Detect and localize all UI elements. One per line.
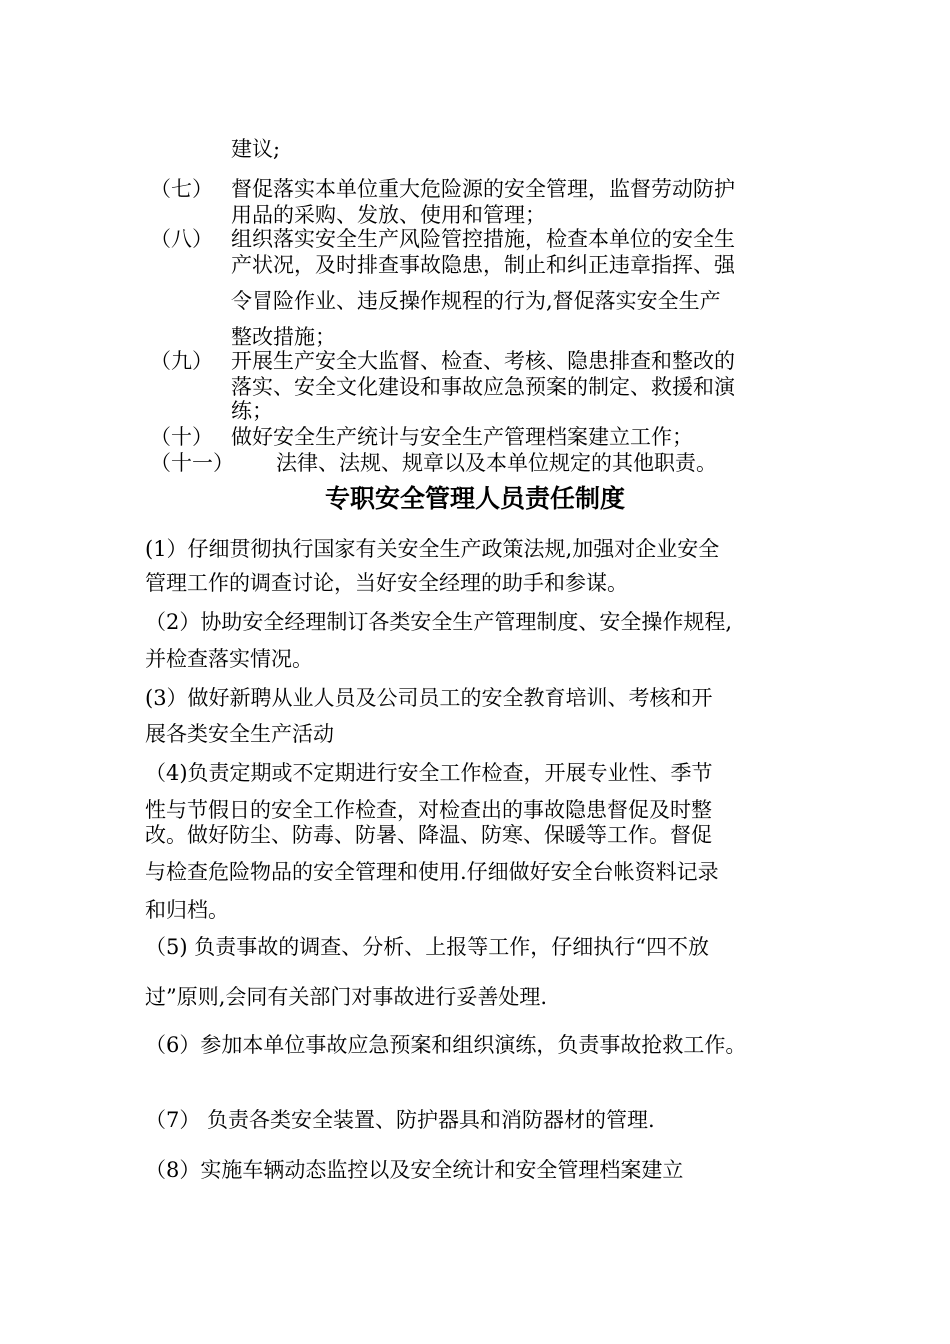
duty-item-line: 法律、法规、规章以及本单位规定的其他职责。 <box>276 451 717 475</box>
paragraph-line: (3）做好新聘从业人员及公司员工的安全教育培训、考核和开 <box>145 686 713 710</box>
duty-item-line: 产状况，及时排查事故隐患，制止和纠正违章指挥、强 <box>231 253 735 277</box>
duty-item-number: （八） <box>150 227 213 251</box>
paragraph-line: 与检查危险物品的安全管理和使用.仔细做好安全台帐资料记录 <box>145 860 719 884</box>
section-title: 专职安全管理人员责任制度 <box>324 484 625 513</box>
paragraph-line: 管理工作的调查讨论，当好安全经理的助手和参谋。 <box>145 571 628 595</box>
paragraph-line: （4)负责定期或不定期进行安全工作检查，开展专业性、季节 <box>145 761 713 785</box>
duty-item-line: 用品的采购、发放、使用和管理； <box>231 203 546 227</box>
paragraph-line: 展各类安全生产活动 <box>145 722 334 746</box>
duty-item-number: （九） <box>150 349 213 373</box>
paragraph-line: 改。做好防尘、防毒、防暑、降温、防寒、保暖等工作。督促 <box>145 823 712 847</box>
duty-item-number: （七） <box>150 177 213 201</box>
intro-tail-text: 建议; <box>231 137 281 161</box>
paragraph-line: 和归档。 <box>145 898 229 922</box>
paragraph-line: （8）实施车辆动态监控以及安全统计和安全管理档案建立 <box>145 1158 684 1182</box>
paragraph-line: （6）参加本单位事故应急预案和组织演练，负责事故抢救工作。 <box>145 1033 747 1057</box>
paragraph-line: 过”原则,会同有关部门对事故进行妥善处理. <box>145 985 548 1009</box>
paragraph-line: (1）仔细贯彻执行国家有关安全生产政策法规,加强对企业安全 <box>145 537 720 561</box>
paragraph-line: （2）协助安全经理制订各类安全生产管理制度、安全操作规程, <box>145 610 733 634</box>
duty-item-line: 组织落实安全生产风险管控措施，检查本单位的安全生 <box>231 227 735 251</box>
duty-item-line: 整改措施； <box>231 325 336 349</box>
paragraph-line: 并检查落实情况。 <box>145 647 313 671</box>
duty-item-number: （十） <box>150 425 213 449</box>
duty-item-line: 做好安全生产统计与安全生产管理档案建立工作； <box>231 425 693 449</box>
duty-item-number: （十一） <box>150 451 234 475</box>
duty-item-line: 开展生产安全大监督、检查、考核、隐患排查和整改的 <box>231 349 735 373</box>
duty-item-line: 督促落实本单位重大危险源的安全管理，监督劳动防护 <box>231 177 735 201</box>
paragraph-line: 性与节假日的安全工作检查，对检查出的事故隐患督促及时整 <box>145 798 712 822</box>
duty-item-line: 落实、安全文化建设和事故应急预案的制定、救援和演 <box>231 375 735 399</box>
duty-item-line: 练； <box>231 399 273 423</box>
paragraph-line: （7） 负责各类安全装置、防护器具和消防器材的管理. <box>145 1108 655 1132</box>
duty-item-line: 令冒险作业、违反操作规程的行为,督促落实安全生产 <box>231 289 721 313</box>
paragraph-line: （5) 负责事故的调查、分析、上报等工作，仔细执行“四不放 <box>145 935 709 959</box>
